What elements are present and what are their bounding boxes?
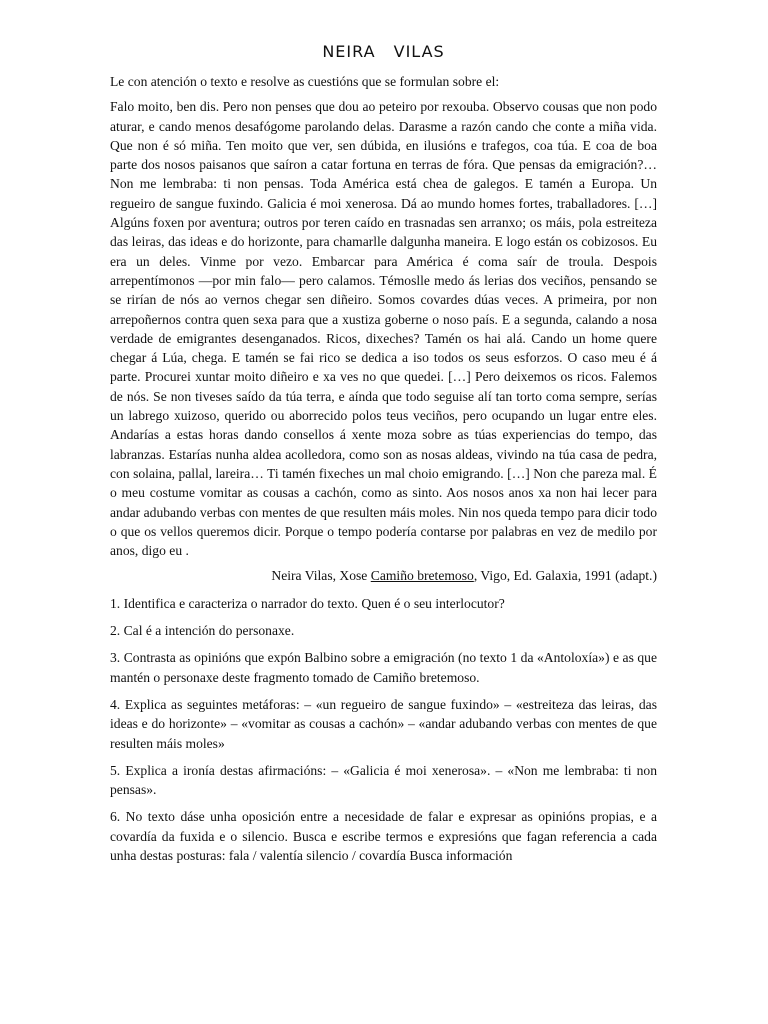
instructions: Le con atención o texto e resolve as cuestións que se formulan sobre el: — [110, 74, 500, 89]
source-publisher: , Vigo, Ed. Galaxia, 1991 (adapt.) — [473, 568, 657, 584]
text-passage: Falo moito, ben dis. Pero non penses que dou ao peteiro por rexouba. Observo cousas que non podo aturar, e cando menos desafógome parolando delas. Darasme a razón cando che conte a miña vida. Que non é só miña. Ten moito que ver, sen dúbida, en ilusións e trafegos, coa túa. E coa de boa parte dos nosos paisanos que saíron a catar fortuna en terras de fóra. Que pensas da emigración?… Non me lembraba: ti non pensas. Toda América está chea de galegos. E tamén a Europa. Un regueiro de sangue fuxindo. Galicia é moi xenerosa. Dá ao mundo homes fortes, traballadores. […] Algúns foxen por aventura; outros por teren caído en trasnadas sen arranxo; os máis, pola estreiteza das leiras, das ideas e do horizonte, para chamarlle dalgunha maneira. E logo están os cobizosos. Eu era un deles. Vinme por vezo. Embarcar para América é coma saír de troula. Despois arrepentímonos —por min falo— pero calamos. Témoslle medo ás lerias dos veciños, pensando se se rirían de nós ao vernos chegar sen diñeiro. Somos covardes dúas veces. A primeira, por non arrepoñernos contra quen sexa para que a xustiza goberne o noso país. E a segunda, calando a nosa verdade de emigrantes desenganados. Ricos, dixeches? Tamén os hai alá. Cando un home quere chegar á Lúa, chega. E tamén se fai rico se dedica a iso todos os seus esforzos. O caso meu é á parte. Procurei xuntar moito diñeiro e xa ves no que quedei. […] Pero deixemos os ricos. Falemos de nós. Se non tiveses saído da túa terra, e aínda que todo seguise alí tan torto coma sempre, serías un labrego xuizoso, querido ou aborrecido polos teus veciños, pero ocupando un lugar entre eles. Andarías a estas horas dando consellos á xente moza sobre as túas experiencias do tempo, das labranzas. Estarías nunha aldea acolledora, como son as nosas aldeas, vivindo na túa casa de pedra, con solaina, pallal, lareira… Ti tamén fixeches un mal choio emigrando. […] Non che pareza mal. É o meu costume vomitar as cousas a cachón, como as sinto. Aos nosos anos xa non hai lecer para andar adubando verbas con mentes de que resulten máis moles. Nin nos queda tempo para dicir todo o que os vellos queremos dicir. Porque o tempo podería contarse por palabras en vez de medilo por anos, digo eu . — [110, 99, 657, 559]
question-2: 2. Cal é a intención do personaxe. — [110, 623, 295, 639]
source-book-title: Camiño bretemoso — [370, 568, 474, 584]
question-5: 5. Explica a ironía destas afirmacións: – «Galicia é moi xenerosa». – «Non me lembraba: ti non pensas». — [110, 762, 657, 798]
question-3: 3. Contrasta as opinións que expón Balbino sobre a emigración (no texto 1 da «Antoloxía») e as que mantén o personaxe deste fragmento tomado de Camiño bretemoso. — [110, 650, 657, 685]
question-6: 6. No texto dáse unha oposición entre a necesidade de falar e expresar as opinións propias, e a covardía da fuxida e o silencio. Busca e escribe termos e expresións que fagan referencia a cada unha destas posturas: fala / valentía silencio / covardía Busca información — [110, 809, 657, 863]
source-author: Neira Vilas, Xose — [271, 568, 371, 584]
source-citation — [110, 566, 657, 585]
question-4: 4. Explica as seguintes metáforas: – «un regueiro de sangue fuxindo» – «estreiteza das leiras, das ideas e do horizonte» – «vomitar as cousas a cachón» – «andar adubando verbas con mentes de que resulten máis moles» — [110, 696, 657, 751]
page-title: NEIRA VILAS — [322, 42, 445, 61]
question-1: 1. Identifica e caracteriza o narrador do texto. Quen é o seu interlocutor? — [110, 595, 505, 611]
document-page — [110, 40, 657, 873]
